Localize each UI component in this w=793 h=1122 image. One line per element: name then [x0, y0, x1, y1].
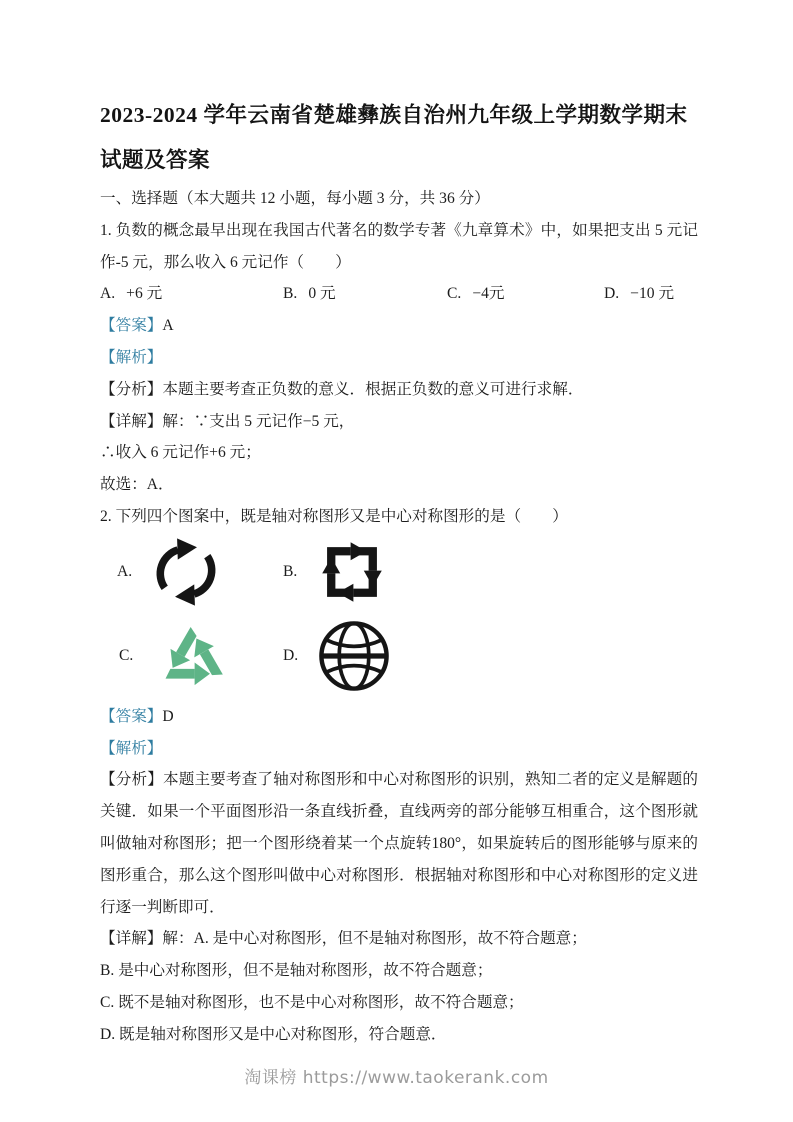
q1-detail-line-3: 故选：A． [100, 476, 174, 494]
option-d-text: −10 元 [630, 285, 675, 303]
q2-analysis-tag-line [100, 733, 698, 765]
q2-detail-line-2: B. 是中心对称图形，但不是轴对称图形，故不符合题意； [100, 962, 493, 980]
recycle-icon [152, 614, 234, 698]
q1-answer-tag: 【答案】 [100, 317, 163, 335]
option-a-label: A. [100, 285, 116, 303]
question-1-text: 1. 负数的概念最早出现在我国古代著名的数学专著《九章算术》中，如果把支出 5 元记作-5 元，那么收入 6 元记作（ ） [100, 221, 698, 271]
q1-answer-line [100, 310, 698, 342]
q2-answer-line [100, 701, 698, 733]
q1-analysis-tag: 【解析】 [100, 348, 163, 366]
q2-figure-b-label: B. [283, 562, 298, 580]
globe-icon [317, 619, 391, 693]
option-d-label: D. [604, 285, 620, 303]
option-a [100, 278, 283, 310]
q2-figure-d [283, 619, 391, 693]
q2-detail-line-3: C. 既不是轴对称图形，也不是中心对称图形，故不符合题意； [100, 993, 524, 1011]
q2-answer-value: D [162, 707, 174, 725]
q2-figure-a [117, 535, 283, 609]
q2-analysis-text: 【分析】本题主要考查了轴对称图形和中心对称图形的识别，熟知二者的定义是解题的关键．如果一个平面图形沿一条直线折叠，直线两旁的部分能够互相重合，这个图形就叫做轴对称图形；把一个图形绕着某一个点旋转180°，如果旋转后的图形能够与原来的图形重合，那么这个图形叫做中心对称图形．根据轴对称图形和中心对称图形的定义进行逐一判断即可． [100, 771, 698, 916]
question-2-text: 2. 下列四个图案中，既是轴对称图形又是中心对称图形的是（ ） [100, 507, 568, 525]
question-1-options [100, 278, 698, 310]
option-b-label: B. [283, 285, 298, 303]
q1-answer-value: A [162, 317, 174, 335]
page-title: 2023-2024 学年云南省楚雄彝族自治州九年级上学期数学期末试题及答案 [100, 103, 688, 172]
option-c-text: −4元 [472, 285, 505, 303]
option-c [447, 278, 604, 310]
option-d [604, 278, 698, 310]
option-c-label: C. [447, 285, 462, 303]
q2-figure-d-label: D. [283, 646, 299, 664]
q2-figure-c-label: C. [119, 646, 134, 664]
q2-figure-row-2 [100, 611, 698, 701]
q2-detail-line-4: D. 既是轴对称图形又是中心对称图形，符合题意． [100, 1025, 447, 1043]
q1-detail-line-2: ∴收入 6 元记作+6 元； [100, 444, 261, 462]
q1-detail-line-1: 【详解】解：∵支出 5 元记作−5 元， [100, 412, 355, 430]
page-footer: 淘课榜 https://www.taokerank.com [244, 1068, 549, 1088]
section-heading: 一、选择题（本大题共 12 小题，每小题 3 分，共 36 分） [100, 190, 490, 207]
option-b [283, 278, 447, 310]
q1-analysis-text: 【分析】本题主要考查正负数的意义．根据正负数的意义可进行求解． [100, 380, 584, 398]
option-b-text: 0 元 [308, 285, 336, 303]
q2-figure-a-label: A. [117, 562, 133, 580]
q2-figure-b [283, 536, 388, 608]
q2-figure-c [119, 614, 283, 698]
square-arrows-icon [316, 536, 388, 608]
option-a-text: +6 元 [126, 285, 163, 303]
q1-analysis-tag-line [100, 342, 698, 374]
q2-detail-line-1: 【详解】解：A. 是中心对称图形，但不是轴对称图形，故不符合题意； [100, 930, 587, 948]
q2-figure-row-1 [100, 533, 698, 611]
q2-analysis-tag: 【解析】 [100, 739, 163, 757]
q2-answer-tag: 【答案】 [100, 707, 163, 725]
circular-arrows-icon [151, 535, 221, 609]
